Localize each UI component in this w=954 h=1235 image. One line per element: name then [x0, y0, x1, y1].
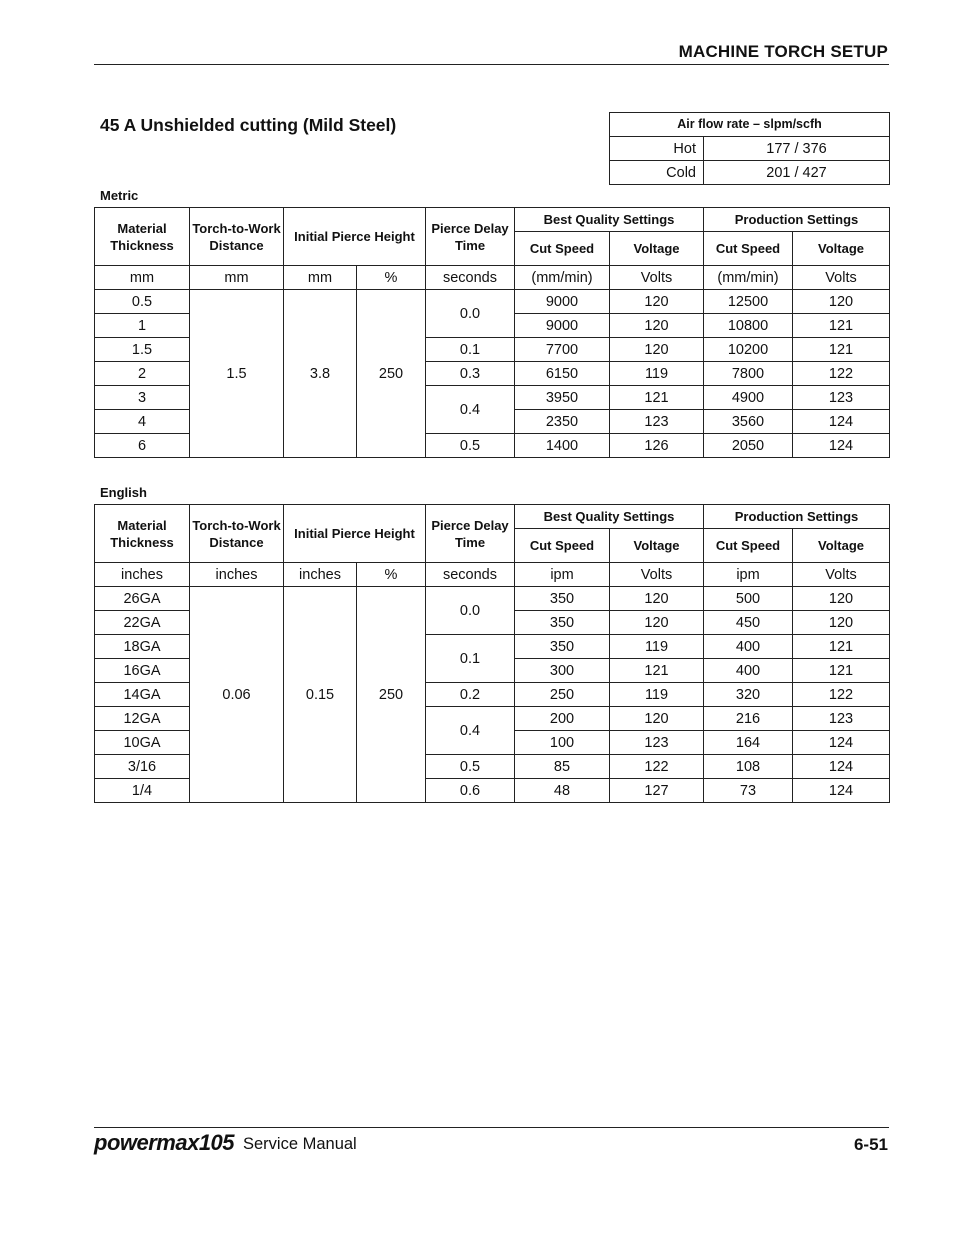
- best-voltage-cell: 120: [610, 587, 704, 611]
- pierce-delay-cell: 0.6: [426, 779, 515, 803]
- best-voltage-cell: 127: [610, 779, 704, 803]
- table-row: [95, 290, 890, 314]
- best-cut-speed-cell: 200: [515, 707, 610, 731]
- best-voltage-cell: 121: [610, 659, 704, 683]
- english-cutting-table: [94, 504, 890, 803]
- pierce-delay-cell: 0.0: [426, 290, 515, 338]
- table-row: [95, 587, 890, 611]
- pierce-delay-cell: 0.2: [426, 683, 515, 707]
- prod-voltage-cell: 121: [793, 314, 890, 338]
- col-subheader-voltage: Voltage: [793, 529, 890, 563]
- prod-voltage-cell: 122: [793, 362, 890, 386]
- prod-cut-speed-cell: 400: [704, 635, 793, 659]
- prod-voltage-cell: 124: [793, 731, 890, 755]
- unit-cell: mm: [284, 266, 357, 290]
- footer-divider: [94, 1127, 889, 1128]
- col-header-material: Material Thickness: [95, 505, 190, 563]
- unit-cell: ipm: [704, 563, 793, 587]
- pierce-height-pct-cell: 250: [357, 290, 426, 458]
- pierce-delay-cell: 0.1: [426, 338, 515, 362]
- best-cut-speed-cell: 250: [515, 683, 610, 707]
- pierce-delay-cell: 0.5: [426, 434, 515, 458]
- best-cut-speed-cell: 7700: [515, 338, 610, 362]
- page-header-title: MACHINE TORCH SETUP: [678, 42, 888, 61]
- prod-cut-speed-cell: 500: [704, 587, 793, 611]
- best-voltage-cell: 123: [610, 410, 704, 434]
- torch-distance-cell: 1.5: [190, 290, 284, 458]
- header-row: [95, 208, 890, 232]
- prod-cut-speed-cell: 4900: [704, 386, 793, 410]
- header-divider: [94, 64, 889, 65]
- thickness-cell: 22GA: [95, 611, 190, 635]
- thickness-cell: 1: [95, 314, 190, 338]
- brand-logo: powermax105: [94, 1130, 235, 1155]
- thickness-cell: 26GA: [95, 587, 190, 611]
- best-voltage-cell: 119: [610, 635, 704, 659]
- metric-table-label: Metric: [100, 188, 139, 203]
- thickness-cell: 10GA: [95, 731, 190, 755]
- unit-cell: seconds: [426, 563, 515, 587]
- pierce-delay-cell: 0.0: [426, 587, 515, 635]
- prod-cut-speed-cell: 10200: [704, 338, 793, 362]
- col-subheader-cut-speed: Cut Speed: [704, 529, 793, 563]
- best-voltage-cell: 122: [610, 755, 704, 779]
- unit-cell: Volts: [610, 563, 704, 587]
- unit-cell: (mm/min): [515, 266, 610, 290]
- unit-cell: Volts: [793, 266, 890, 290]
- col-subheader-voltage: Voltage: [793, 232, 890, 266]
- pierce-delay-cell: 0.1: [426, 635, 515, 683]
- metric-cutting-table: [94, 207, 890, 458]
- thickness-cell: 2: [95, 362, 190, 386]
- prod-cut-speed-cell: 12500: [704, 290, 793, 314]
- prod-voltage-cell: 121: [793, 635, 890, 659]
- page-number: 6-51: [853, 1135, 888, 1154]
- prod-voltage-cell: 124: [793, 755, 890, 779]
- best-voltage-cell: 119: [610, 362, 704, 386]
- prod-cut-speed-cell: 7800: [704, 362, 793, 386]
- col-header-torch: Torch-to-Work Distance: [190, 208, 284, 266]
- airflow-value: 201 / 427: [704, 161, 890, 185]
- unit-cell: inches: [190, 563, 284, 587]
- col-header-torch: Torch-to-Work Distance: [190, 505, 284, 563]
- col-subheader-voltage: Voltage: [610, 529, 704, 563]
- prod-cut-speed-cell: 400: [704, 659, 793, 683]
- thickness-cell: 16GA: [95, 659, 190, 683]
- english-table-label: English: [100, 485, 147, 500]
- prod-cut-speed-cell: 320: [704, 683, 793, 707]
- header-row: [95, 505, 890, 529]
- best-voltage-cell: 126: [610, 434, 704, 458]
- prod-cut-speed-cell: 2050: [704, 434, 793, 458]
- prod-voltage-cell: 123: [793, 707, 890, 731]
- unit-cell: mm: [190, 266, 284, 290]
- best-voltage-cell: 123: [610, 731, 704, 755]
- thickness-cell: 1.5: [95, 338, 190, 362]
- section-title: 45 A Unshielded cutting (Mild Steel): [100, 115, 397, 135]
- best-cut-speed-cell: 300: [515, 659, 610, 683]
- prod-voltage-cell: 123: [793, 386, 890, 410]
- thickness-cell: 3/16: [95, 755, 190, 779]
- airflow-row-cold: [610, 161, 890, 185]
- airflow-label: Cold: [610, 161, 704, 185]
- thickness-cell: 3: [95, 386, 190, 410]
- prod-voltage-cell: 124: [793, 779, 890, 803]
- unit-cell: ipm: [515, 563, 610, 587]
- prod-cut-speed-cell: 216: [704, 707, 793, 731]
- col-header-material: Material Thickness: [95, 208, 190, 266]
- pierce-height-cell: 0.15: [284, 587, 357, 803]
- thickness-cell: 12GA: [95, 707, 190, 731]
- col-header-production: Production Settings: [704, 208, 890, 232]
- thickness-cell: 14GA: [95, 683, 190, 707]
- col-header-best-quality: Best Quality Settings: [515, 505, 704, 529]
- pierce-delay-cell: 0.5: [426, 755, 515, 779]
- best-voltage-cell: 121: [610, 386, 704, 410]
- airflow-title: Air flow rate – slpm/scfh: [610, 113, 890, 137]
- col-header-pierce-height: Initial Pierce Height: [284, 505, 426, 563]
- units-row: [95, 563, 890, 587]
- unit-cell: (mm/min): [704, 266, 793, 290]
- unit-cell: Volts: [610, 266, 704, 290]
- unit-cell: mm: [95, 266, 190, 290]
- pierce-delay-cell: 0.4: [426, 707, 515, 755]
- prod-cut-speed-cell: 450: [704, 611, 793, 635]
- best-cut-speed-cell: 9000: [515, 290, 610, 314]
- pierce-height-pct-cell: 250: [357, 587, 426, 803]
- prod-voltage-cell: 124: [793, 410, 890, 434]
- torch-distance-cell: 0.06: [190, 587, 284, 803]
- units-row: [95, 266, 890, 290]
- unit-cell: Volts: [793, 563, 890, 587]
- col-header-production: Production Settings: [704, 505, 890, 529]
- thickness-cell: 6: [95, 434, 190, 458]
- col-header-pierce-height: Initial Pierce Height: [284, 208, 426, 266]
- best-cut-speed-cell: 3950: [515, 386, 610, 410]
- thickness-cell: 1/4: [95, 779, 190, 803]
- prod-voltage-cell: 122: [793, 683, 890, 707]
- pierce-height-cell: 3.8: [284, 290, 357, 458]
- col-subheader-cut-speed: Cut Speed: [704, 232, 793, 266]
- col-subheader-cut-speed: Cut Speed: [515, 232, 610, 266]
- best-voltage-cell: 120: [610, 290, 704, 314]
- best-cut-speed-cell: 1400: [515, 434, 610, 458]
- prod-cut-speed-cell: 10800: [704, 314, 793, 338]
- col-header-best-quality: Best Quality Settings: [515, 208, 704, 232]
- unit-cell: %: [357, 563, 426, 587]
- col-header-delay: Pierce Delay Time: [426, 505, 515, 563]
- prod-cut-speed-cell: 73: [704, 779, 793, 803]
- best-cut-speed-cell: 350: [515, 635, 610, 659]
- best-cut-speed-cell: 350: [515, 611, 610, 635]
- unit-cell: seconds: [426, 266, 515, 290]
- prod-cut-speed-cell: 164: [704, 731, 793, 755]
- prod-voltage-cell: 124: [793, 434, 890, 458]
- best-cut-speed-cell: 85: [515, 755, 610, 779]
- airflow-label: Hot: [610, 137, 704, 161]
- unit-cell: inches: [284, 563, 357, 587]
- thickness-cell: 18GA: [95, 635, 190, 659]
- thickness-cell: 0.5: [95, 290, 190, 314]
- manual-subtitle: Service Manual: [243, 1135, 357, 1153]
- best-cut-speed-cell: 6150: [515, 362, 610, 386]
- prod-voltage-cell: 120: [793, 290, 890, 314]
- prod-cut-speed-cell: 108: [704, 755, 793, 779]
- best-voltage-cell: 120: [610, 611, 704, 635]
- thickness-cell: 4: [95, 410, 190, 434]
- airflow-row-hot: [610, 137, 890, 161]
- best-voltage-cell: 120: [610, 314, 704, 338]
- unit-cell: inches: [95, 563, 190, 587]
- unit-cell: %: [357, 266, 426, 290]
- prod-voltage-cell: 120: [793, 611, 890, 635]
- airflow-table: [609, 112, 890, 185]
- best-cut-speed-cell: 100: [515, 731, 610, 755]
- prod-voltage-cell: 120: [793, 587, 890, 611]
- prod-voltage-cell: 121: [793, 338, 890, 362]
- best-cut-speed-cell: 2350: [515, 410, 610, 434]
- pierce-delay-cell: 0.3: [426, 362, 515, 386]
- best-cut-speed-cell: 9000: [515, 314, 610, 338]
- col-subheader-voltage: Voltage: [610, 232, 704, 266]
- best-voltage-cell: 119: [610, 683, 704, 707]
- best-voltage-cell: 120: [610, 707, 704, 731]
- airflow-value: 177 / 376: [704, 137, 890, 161]
- best-cut-speed-cell: 350: [515, 587, 610, 611]
- best-cut-speed-cell: 48: [515, 779, 610, 803]
- best-voltage-cell: 120: [610, 338, 704, 362]
- prod-voltage-cell: 121: [793, 659, 890, 683]
- prod-cut-speed-cell: 3560: [704, 410, 793, 434]
- col-subheader-cut-speed: Cut Speed: [515, 529, 610, 563]
- col-header-delay: Pierce Delay Time: [426, 208, 515, 266]
- pierce-delay-cell: 0.4: [426, 386, 515, 434]
